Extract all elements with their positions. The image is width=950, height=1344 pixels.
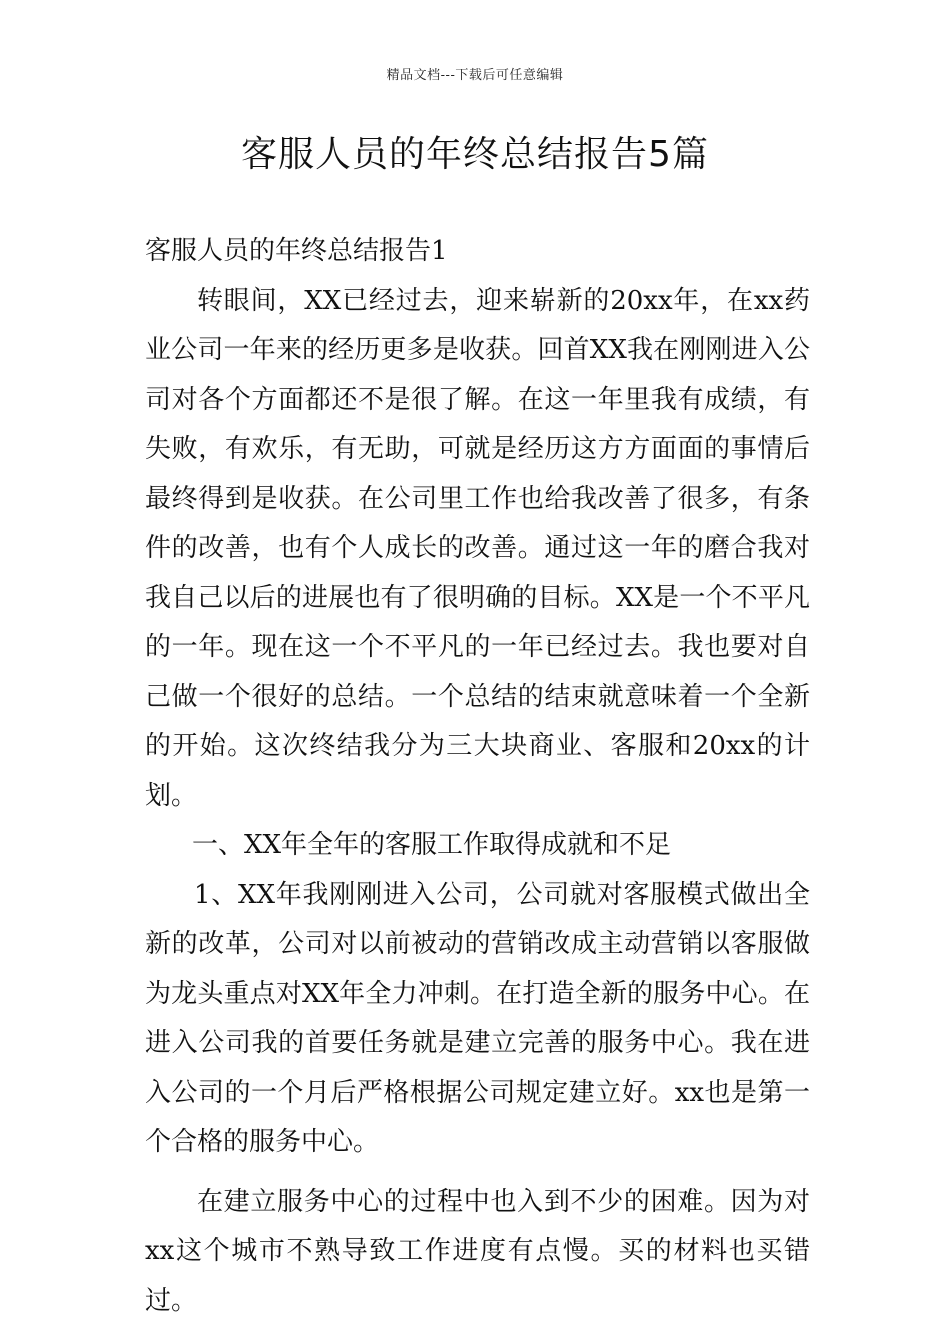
paragraph-service-center: 在建立服务中心的过程中也入到不少的困难。因为对xx这个城市不熟导致工作进度有点慢。买的材料也买错过。: [145, 1186, 810, 1316]
section-heading-1: 一、XX年全年的客服工作取得成就和不足: [192, 830, 672, 860]
header-note: 精品文档---下载后可任意编辑: [386, 68, 564, 83]
paragraph-intro: 转眼间，XX已经过去，迎来崭新的20xx年，在xx药业公司一年来的经历更多是收获。回首XX我在刚刚进入公司对各个方面都还不是很了解。在这一年里我有成绩，有失败，有欢乐，有无助，可就是经历这方方面面的事情后最终得到是收获。在公司里工作也给我改善了很多，有条件的改善，也有个人成长的改善。通过这一年的磨合我对我自己以后的进展也有了很明确的目标。XX是一个不平凡的一年。现在这一个不平凡的一年已经过去。我也要对自己做一个很好的总结。一个总结的结束就意味着一个全新的开始。这次终结我分为三大块商业、客服和20xx的计划。: [145, 285, 810, 811]
document-title: 客服人员的年终总结报告5篇: [241, 134, 709, 175]
document-body: [145, 227, 810, 1326]
list-item-1: 1、XX年我刚刚进入公司，公司就对客服模式做出全新的改革，公司对以前被动的营销改成主动营销以客服做为龙头重点对XX年全力冲刺。在打造全新的服务中心。在进入公司我的首要任务就是建立完善的服务中心。我在进入公司的一个月后严格根据公司规定建立好。xx也是第一个合格的服务中心。: [145, 879, 810, 1157]
section-subtitle: 客服人员的年终总结报告1: [145, 236, 448, 266]
